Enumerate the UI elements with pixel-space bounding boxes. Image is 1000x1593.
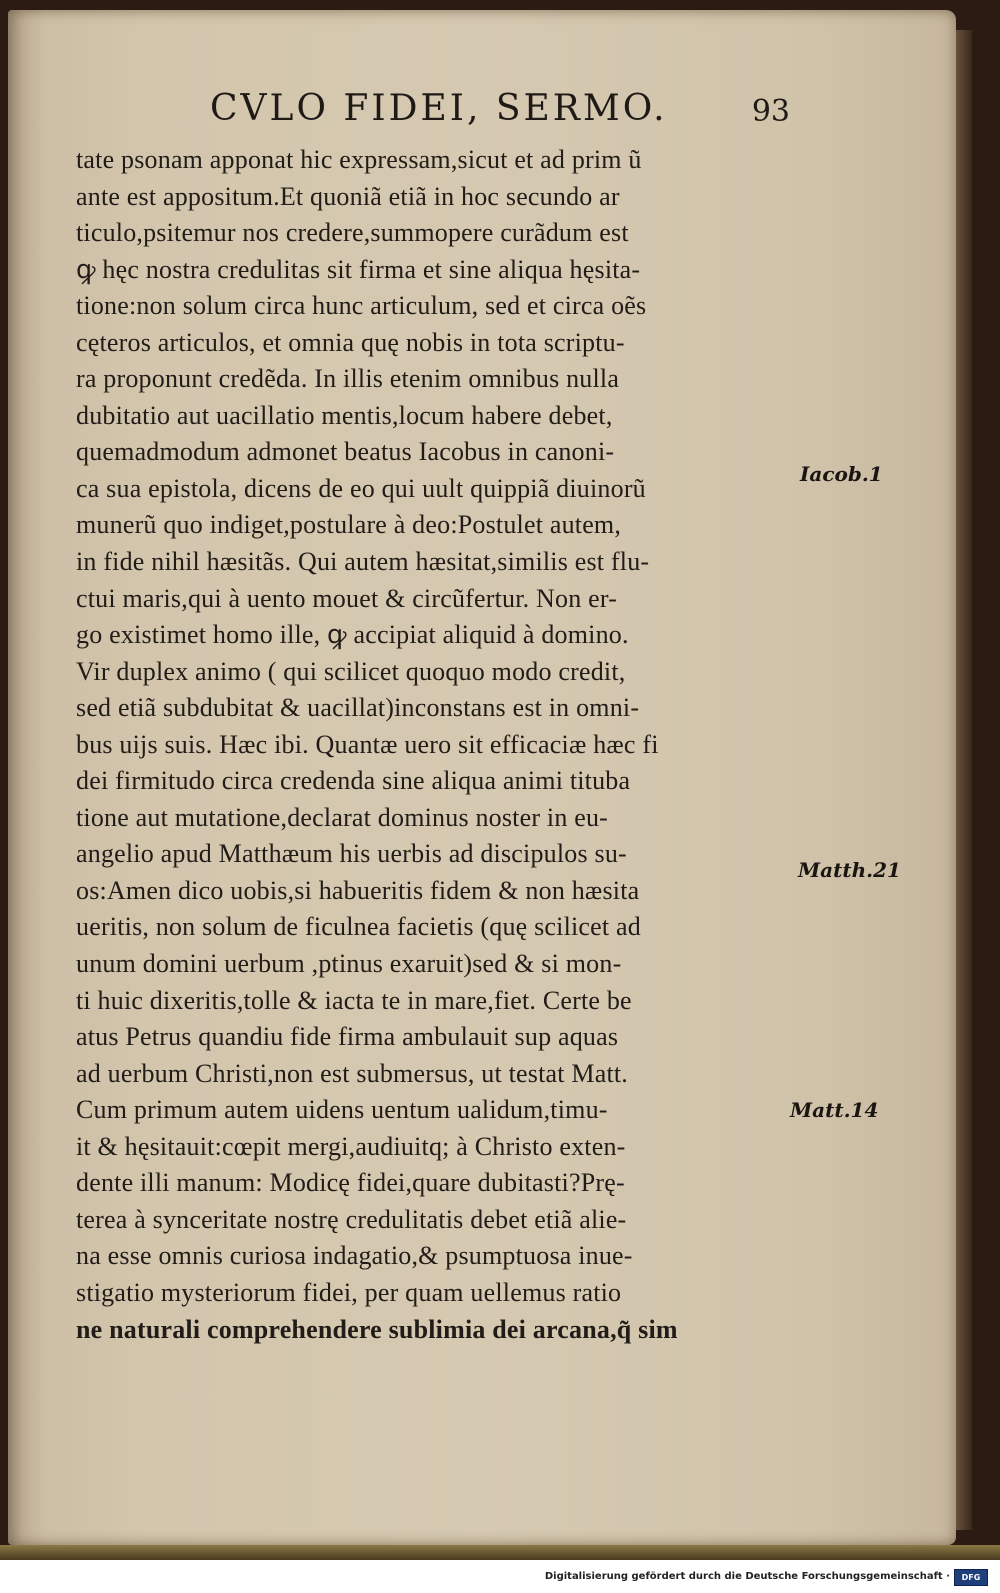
text-line: ueritis, non solum de ficulnea facietis (quę scilicet ad bbox=[76, 912, 641, 942]
text-line: terea à synceritate nostrę credulitatis debet etiã alie- bbox=[76, 1204, 627, 1234]
marginal-note: Iacob.1 bbox=[800, 462, 883, 486]
footer bbox=[0, 1560, 1000, 1593]
text-line: dei firmitudo circa credenda sine aliqua animi tituba bbox=[76, 766, 631, 796]
text-line: tate psonam apponat hic expressam,sicut et ad prim ũ bbox=[76, 145, 642, 174]
text-line: ne naturali comprehendere sublimia dei arcana,q̃ sim bbox=[76, 1314, 678, 1344]
text-line: ticulo,psitemur nos credere,summopere curãdum est bbox=[76, 218, 629, 248]
text-line: unum domini uerbum ,ptinus exaruit)sed & si mon- bbox=[76, 949, 622, 979]
text-line: ra proponunt credẽda. In illis etenim omnibus nulla bbox=[76, 364, 620, 394]
text-line: ꝙ hęc nostra credulitas sit firma et sine aliqua hęsita- bbox=[76, 254, 641, 284]
text-line: Cum primum autem uidens uentum ualidum,timu- bbox=[76, 1095, 608, 1125]
text-line: ti huic dixeritis,tolle & iacta te in mare,fiet. Certe be bbox=[76, 985, 632, 1015]
text-line: go existimet homo ille, ꝙ accipiat aliquid à domino. bbox=[76, 620, 629, 650]
text-line: ca sua epistola, dicens de eo qui uult quippiã diuinorũ bbox=[76, 473, 646, 503]
book-bottom-edge bbox=[0, 1545, 1000, 1560]
text-line: na esse omnis curiosa indagatio,& psumptuosa inue- bbox=[76, 1241, 633, 1271]
footer-credit: Digitalisierung gefördert durch die Deutsche Forschungsgemeinschaft · bbox=[544, 1571, 950, 1582]
text-line: Vir duplex animo ( qui scilicet quoquo modo credit, bbox=[76, 656, 626, 686]
marginal-note: Matth.21 bbox=[798, 858, 901, 882]
text-line: cęteros articulos, et omnia quę nobis in tota scriptu- bbox=[76, 327, 625, 357]
text-line: os:Amen dico uobis,si habueritis fidem & non hæsita bbox=[76, 875, 640, 905]
text-line: sed etiã subdubitat & uacillat)inconstans est in omni- bbox=[76, 693, 640, 723]
dfg-logo: DFG bbox=[954, 1569, 988, 1586]
text-line: tione:non solum circa hunc articulum, sed et circa oẽs bbox=[76, 291, 647, 321]
text-line: ctui maris,qui à uento mouet & circũfertur. Non er- bbox=[76, 583, 618, 613]
text-line: tione aut mutatione,declarat dominus noster in eu- bbox=[76, 802, 609, 832]
text-line: atus Petrus quandiu fide firma ambulauit sup aquas bbox=[76, 1022, 619, 1052]
text-line: ante est appositum.Et quoniã etiã in hoc secundo ar bbox=[76, 181, 620, 211]
text-line: in fide nihil hæsitãs. Qui autem hæsitat,similis est flu- bbox=[76, 547, 650, 577]
marginal-note: Matt.14 bbox=[790, 1098, 879, 1122]
text-line: munerũ quo indiget,postulare à deo:Postulet autem, bbox=[76, 510, 622, 540]
text-line: ad uerbum Christi,non est submersus, ut testat Matt. bbox=[76, 1058, 629, 1088]
text-line: quemadmodum admonet beatus Iacobus in canoni- bbox=[76, 437, 615, 467]
text-line: dente illi manum: Modicę fidei,quare dubitasti?Prę- bbox=[76, 1168, 625, 1198]
page-edge bbox=[954, 30, 972, 1530]
page-header bbox=[210, 88, 800, 138]
text-line: stigatio mysteriorum fidei, per quam uellemus ratio bbox=[76, 1277, 622, 1307]
running-title: CVLO FIDEI, SERMO. bbox=[210, 88, 668, 129]
text-line: angelio apud Matthæum his uerbis ad discipulos su- bbox=[76, 839, 627, 869]
text-line: bus uijs suis. Hæc ibi. Quantæ uero sit efficaciæ hæc fi bbox=[76, 729, 659, 759]
text-line: dubitatio aut uacillatio mentis,locum habere debet, bbox=[76, 400, 613, 430]
body-text bbox=[76, 142, 796, 1348]
text-line: it & hęsitauit:cœpit mergi,audiuitq; à Christo exten- bbox=[76, 1131, 626, 1161]
page-number: 93 bbox=[751, 94, 790, 129]
